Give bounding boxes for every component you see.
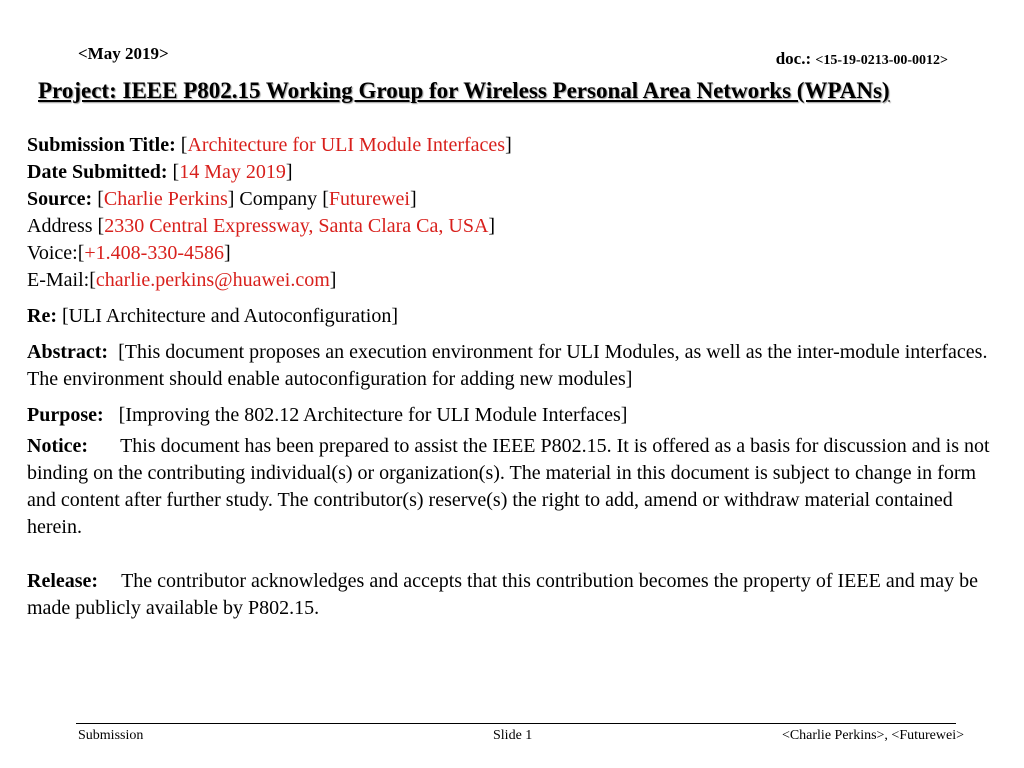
email-value[interactable]: charlie.perkins@huawei.com: [95, 269, 330, 291]
release-label: Release:: [27, 570, 99, 592]
source-label: Source:: [27, 188, 93, 210]
release-paragraph: [27, 568, 1002, 622]
re-label: Re:: [27, 305, 57, 327]
date-submitted-value: 14 May 2019: [179, 161, 286, 183]
voice-line: Voice:[+1.408-330-4586]: [27, 242, 231, 264]
doc-label: doc.:: [775, 49, 816, 68]
address-value: 2330 Central Expressway, Santa Clara Ca, USA: [104, 215, 489, 237]
date-submitted-line: Date Submitted: [14 May 2019]: [27, 161, 293, 183]
project-title: Project: IEEE P802.15 Working Group for Wireless Personal Area Networks (WPANs): [38, 78, 890, 103]
company-label: Company: [239, 188, 318, 210]
header-doc-id: [776, 49, 948, 69]
purpose-text: [Improving the 802.12 Architecture for ULI Module Interfaces]: [118, 404, 628, 426]
email-label: E-Mail:: [27, 269, 90, 291]
re-line: [27, 303, 1002, 330]
footer-author: <Charlie Perkins>, <Futurewei>: [781, 728, 964, 743]
date-submitted-label: Date Submitted:: [27, 161, 168, 183]
notice-label: Notice:: [27, 435, 89, 457]
footer-slide-number: Slide 1: [493, 728, 533, 743]
abstract-paragraph: [27, 339, 1002, 393]
submission-title-label: Submission Title:: [27, 134, 176, 156]
purpose-label: Purpose:: [27, 404, 104, 426]
release-text: The contributor acknowledges and accepts that this contribution becomes the property of IEEE and may be made publicly available by P802.15.: [27, 570, 979, 619]
submission-title-value: Architecture for ULI Module Interfaces: [187, 134, 506, 156]
re-value: [ULI Architecture and Autoconfiguration]: [61, 305, 398, 327]
company-value: Futurewei: [328, 188, 410, 210]
voice-label: Voice:: [27, 242, 78, 264]
voice-value: +1.408-330-4586: [84, 242, 225, 264]
notice-text: This document has been prepared to assist the IEEE P802.15. It is offered as a basis for discussion and is not binding on the contributing individual(s) or organization(s). The material in this document is subject to change in form and content after further study. The contributor(s) reserve(s) the right to add, amend or withdraw material contained herein.: [27, 435, 990, 538]
abstract-text: [This document proposes an execution environment for ULI Modules, as well as the inter-module interfaces. The environment should enable autoconfiguration for adding new modules]: [27, 341, 988, 390]
notice-paragraph: [27, 433, 1002, 541]
submission-content: [27, 132, 1002, 622]
header-date: <May 2019>: [78, 44, 169, 63]
purpose-paragraph: [27, 402, 1002, 429]
submission-title-line: Submission Title: [Architecture for ULI Module Interfaces]: [27, 134, 512, 156]
address-label: Address: [27, 215, 93, 237]
address-line: Address [2330 Central Expressway, Santa Clara Ca, USA]: [27, 215, 496, 237]
footer-divider: [76, 723, 956, 724]
doc-number: <15-19-0213-00-0012>: [815, 53, 948, 68]
source-line: Source: [Charlie Perkins] Company [Futurewei]: [27, 188, 417, 210]
source-value: Charlie Perkins: [103, 188, 228, 210]
email-line: E-Mail:[charlie.perkins@huawei.com]: [27, 269, 337, 291]
footer-submission: Submission: [78, 728, 144, 743]
abstract-label: Abstract:: [27, 341, 109, 363]
